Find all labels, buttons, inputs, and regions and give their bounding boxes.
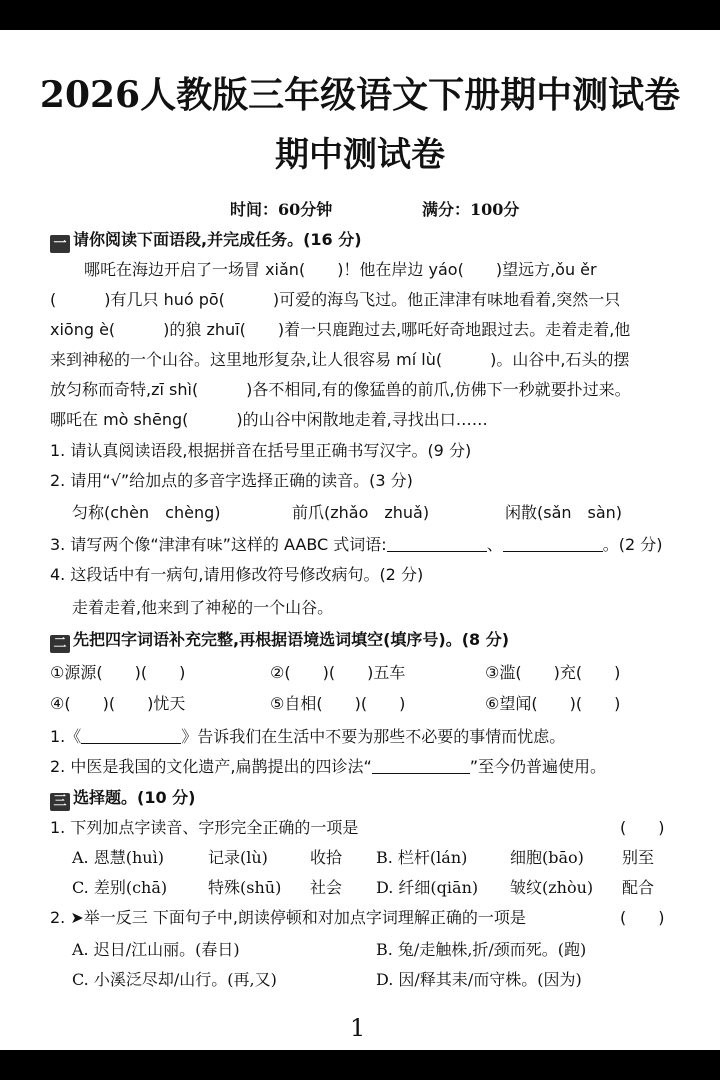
passage-line: xiōng è( )的狼 zhuī( )着一只鹿跑过去,哪吒好奇地跟过去。走着走着,他 [50,320,631,339]
question: 4. 这段话中有一病句,请用修改符号修改病句。(2 分) [50,565,424,584]
idiom-item: ③滥( )充( ) [485,663,621,682]
section-badge: 二 [50,635,70,653]
choice: A. 迟日/江山丽。(春日) [72,940,240,959]
section-1-heading [50,230,362,253]
question: 2. ➤举一反三 下面句子中,朗读停顿和对加点字词理解正确的一项是 [50,908,526,927]
choice: C. 小溪泛尽却/山行。(再,又) [72,970,277,989]
answer-blank[interactable] [503,536,603,552]
pinyin-option: 匀称(chèn chèng) [72,503,221,522]
choice: 社会 [310,878,343,897]
section-3-heading [50,788,195,811]
choice: 特殊(shū) [208,878,282,897]
section-2-heading [50,630,509,653]
page-title: 2026人教版三年级语文下册期中测试卷 [39,74,681,116]
question-score: 。(2 分) [602,535,663,554]
answer-blank[interactable] [372,758,470,774]
idiom-item: ⑥望闻( )( ) [485,694,621,713]
choice: D. 因/释其耒/而守株。(因为) [376,970,582,989]
choice: 别至 [622,848,655,867]
question [50,535,662,555]
choice: A. 恩慧(huì) [72,848,164,867]
page-subtitle: 期中测试卷 [275,135,445,175]
section-title: 请你阅读下面语段,并完成任务。(16 分) [73,230,362,249]
exam-time: 时间：60分钟 [230,200,333,219]
answer-paren[interactable]: ( ) [620,818,665,837]
choice: B. 栏杆(lán) [376,848,468,867]
choice: B. 兔/走触株,折/颈而死。(跑) [376,940,587,959]
answer-blank[interactable] [387,536,487,552]
choice: 细胞(bāo) [510,848,584,867]
passage-line: 放匀称而奇特,zī shì( )各不相同,有的像猛兽的前爪,仿佛下一秒就要扑过来。 [50,380,631,399]
fill-question [50,757,606,777]
choice: 收拾 [310,848,343,867]
choice: D. 纤细(qiān) [376,878,479,897]
passage-line: 来到神秘的一个山谷。这里地形复杂,让人很容易 mí lù( )。山谷中,石头的摆 [50,350,630,369]
page-number: 1 [350,1014,366,1042]
choice: 配合 [622,878,655,897]
top-bar [0,0,720,30]
passage-line: 哪吒在 mò shēng( )的山谷中闲散地走着,寻找出口…… [50,410,488,429]
passage-line: 哪吒在海边开启了一场冒 xiǎn( )！他在岸边 yáo( )望远方,ǒu ěr [84,260,597,279]
answer-paren[interactable]: ( ) [620,908,665,927]
separator: 、 [486,535,503,554]
question: 1. 下列加点字读音、字形完全正确的一项是 [50,818,359,837]
passage-line: ( )有几只 huó pō( )可爱的海鸟飞过。他正津津有味地看着,突然一只 [50,290,621,309]
text: 1.《 [50,727,82,746]
question: 2. 请用“√”给加点的多音字选择正确的读音。(3 分) [50,471,413,490]
text: 》告诉我们在生活中不要为那些不必要的事情而忧虑。 [181,727,566,746]
bottom-bar [0,1050,720,1080]
idiom-item: ①源源( )( ) [50,663,186,682]
text: ”至今仍普遍使用。 [469,757,607,776]
question-text: 3. 请写两个像“津津有味”这样的 AABC 式词语: [50,535,387,554]
idiom-item: ④( )( )忧天 [50,694,186,713]
choice: 记录(lù) [208,848,268,867]
section-badge: 一 [50,235,70,253]
choice: 皱纹(zhòu) [510,878,594,897]
text: 2. 中医是我国的文化遗产,扁鹊提出的四诊法“ [50,757,372,776]
full-score: 满分：100分 [422,200,520,219]
section-title: 选择题。(10 分) [73,788,196,807]
section-badge: 三 [50,793,70,811]
idiom-item: ②( )( )五车 [270,663,406,682]
faulty-sentence: 走着走着,他来到了神秘的一个山谷。 [72,598,334,617]
pinyin-option: 前爪(zhǎo zhuǎ) [292,503,430,522]
choice: C. 差别(chā) [72,878,168,897]
section-title: 先把四字词语补充完整,再根据语境选词填空(填序号)。(8 分) [73,630,510,649]
idiom-item: ⑤自相( )( ) [270,694,406,713]
answer-blank[interactable] [81,728,181,744]
fill-question [50,727,565,747]
question: 1. 请认真阅读语段,根据拼音在括号里正确书写汉字。(9 分) [50,441,472,460]
pinyin-option: 闲散(sǎn sàn) [505,503,623,522]
